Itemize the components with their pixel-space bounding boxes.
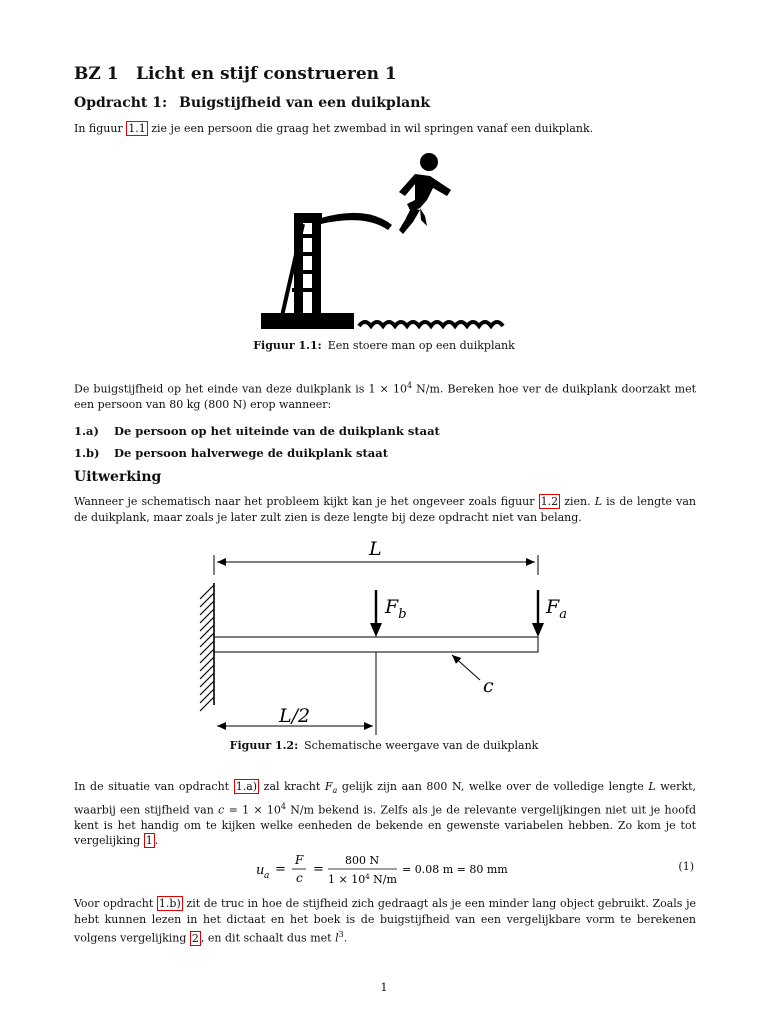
last-paragraph: Voor opdracht 1.b) zit de truc in hoe de stijfheid zich gedraagt als je een minder lang object gebruikt. Zoals je hebt kunnen lezen in het dictaat en het boek is de buigstijfheid van een vergelijkbare vorm te berekenen volgens vergelijking 2 , en dit schaalt dus met $l^3$.: [74, 897, 697, 945]
figure-1-1-text: Een stoere man op een duikplank: [327, 339, 515, 352]
page-number: 1: [380, 981, 388, 994]
intro-paragraph: [74, 121, 696, 137]
question-1b-link[interactable]: 1.b): [158, 897, 181, 910]
label-c: c: [483, 675, 494, 697]
question-1a-link[interactable]: 1.a): [235, 780, 258, 793]
diving-board-illustration: [255, 150, 515, 335]
svg-text:=: =: [313, 862, 324, 877]
uitwerking-paragraph: Wanneer je schematisch naar het probleem kijkt kan je het ongeveer zoals figuur 1.2 zien. L is de lengte van de duikplank, maar zoals je later zult zien is deze lengte bij deze opdracht niet van belang.: [74, 495, 696, 524]
tower-top: [294, 213, 322, 223]
board-base: [261, 313, 354, 329]
svg-text:c: c: [296, 871, 303, 885]
chapter-heading: [74, 64, 397, 84]
section-heading: [74, 95, 430, 111]
label-Fa: $F_a$: [546, 596, 567, 622]
equation-1-link[interactable]: 1: [145, 834, 153, 848]
tower-post-right: [312, 216, 321, 316]
svg-text:a: a: [264, 871, 270, 881]
beam: [214, 637, 538, 652]
figure-1-1-link[interactable]: 1.1: [128, 122, 146, 135]
label-Fb: $F_b$: [385, 596, 407, 622]
intro-text-2: zie je een persoon die graag het zwembad in wil springen vanaf een duikplank.: [147, 122, 594, 135]
svg-text:=: =: [275, 862, 286, 877]
svg-text:F: F: [295, 853, 304, 867]
figure-1-2-label: Figuur 1.2:: [229, 739, 299, 752]
svg-text:800 N: 800 N: [345, 854, 380, 867]
equation-1: [0, 848, 768, 892]
section-title: Buigstijfheid van een duikplank: [179, 95, 431, 111]
label-L: L: [369, 538, 382, 560]
situatie-paragraph: In de situatie van opdracht 1.a) zal kracht $F_a$ gelijk zijn aan 800 N, welke over de volledige lengte L werkt, waarbij een stijfheid van $c = 1 \times 10^4$ N/m bekend is. Zelfs als je de relevante vergelijkingen niet uit je hoofd kent is het handig om te kijken welke eenheden de bekende en gewenste variabelen hebben. Zo kom je tot vergelijking 1 .: [74, 780, 697, 848]
equation-1-body: [240, 848, 570, 892]
figure-1-2-link[interactable]: 1.2: [540, 495, 559, 508]
subquestion-1a: 1.a) De persoon op het uiteinde van de duikplank staat: [74, 424, 440, 438]
figure-1-2-text: Schematische weergave van de duikplank: [304, 739, 539, 752]
figure-1-2-caption: [0, 739, 768, 752]
equation-number: (1): [678, 860, 694, 873]
cantilever-schematic: [195, 535, 575, 735]
figure-1-1-caption: [0, 339, 768, 352]
label-L-half: L/2: [279, 705, 311, 727]
subquestion-1b: 1.b) De persoon halverwege de duikplank staat: [74, 446, 389, 460]
chapter-title: Licht en stijf construeren 1: [136, 64, 397, 84]
figure-1-1-label: Figuur 1.1:: [253, 339, 322, 352]
equation-2-link[interactable]: 2: [191, 931, 199, 945]
wall-hatching: [200, 585, 214, 711]
section-number: Opdracht 1:: [74, 95, 168, 111]
jumper-person-icon: [399, 153, 451, 234]
svg-text:1 × 104 N/m: $1 \times 10^4$ N/m: [328, 873, 397, 886]
problem-paragraph: De buigstijfheid op het einde van deze duikplank is $1 \times 10^4$ N/m. Bereken hoe ver de duikplank doorzakt met een persoon van 80 kg (800 N) erop wanneer:: [74, 381, 697, 412]
intro-text-1: In figuur: [74, 122, 127, 135]
water-waves: [359, 322, 503, 326]
stiffness-pointer: [452, 655, 480, 680]
chapter-number: BZ 1: [74, 64, 119, 84]
svg-text:u: u: [256, 863, 265, 878]
uitwerking-heading: Uitwerking: [74, 469, 162, 485]
board-plank: [321, 213, 392, 230]
svg-text:= 0.08 m = 80 mm: = 0.08 m = 80 mm: [402, 863, 508, 876]
